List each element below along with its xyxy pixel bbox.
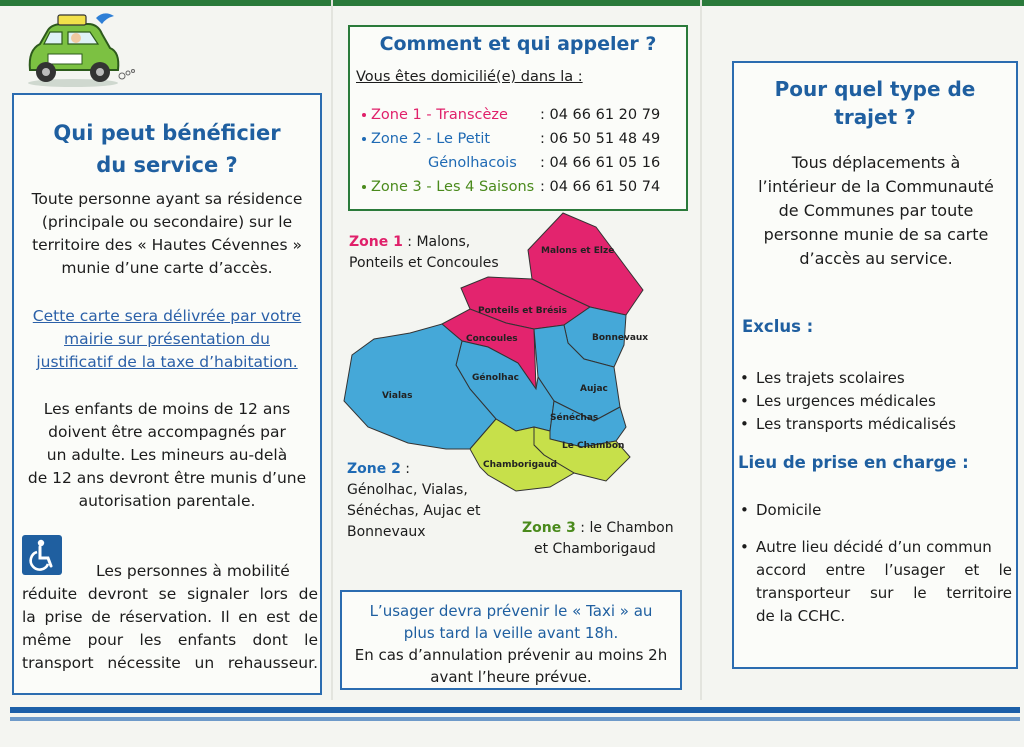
zone2-desc-2: Sénéchas, Aujac et	[347, 503, 481, 519]
pickup-other-line: • Autre lieu décidé d’un commun	[756, 538, 992, 556]
zone3-row	[362, 177, 534, 198]
eligibility-panel	[12, 93, 322, 695]
zone2-desc-1: Génolhac, Vialas,	[347, 482, 468, 498]
zone1-desc-a: : Malons,	[402, 234, 471, 250]
children-line: un adulte. Les mineurs au-delà	[46, 446, 288, 464]
excluded-item: • Les trajets scolaires	[738, 367, 1020, 390]
zone1-name: Zone 1 - Transcèze	[371, 107, 508, 123]
notice-line-1: L’usager devra prévenir le « Taxi » au	[369, 602, 653, 620]
zone2-phone-2: : 04 66 61 05 16	[540, 155, 661, 171]
pickup-other-line: accord entre l’usager et le	[756, 561, 1012, 579]
pickup-other-item	[738, 536, 1016, 628]
excluded-title: Exclus :	[742, 317, 814, 336]
map-label-concoules: Concoules	[466, 334, 518, 344]
excluded-list	[738, 367, 1020, 436]
card-line: justificatif de la taxe d’habitation.	[36, 353, 298, 371]
zone1-desc-b: Ponteils et Concoules	[349, 255, 499, 271]
zone3-label: Zone 3	[522, 520, 576, 536]
children-line: doivent être accompagnés par	[48, 423, 286, 441]
eligibility-line: Toute personne ayant sa résidence	[31, 190, 303, 208]
map-label-chambon: Le Chambon	[562, 441, 625, 451]
children-line: de 12 ans devront être munis d’une	[27, 469, 307, 487]
bottom-light-bar	[10, 717, 1020, 721]
contact-panel	[348, 25, 688, 211]
map-label-malons: Malons et Elze	[541, 246, 615, 256]
zone3-desc-b: et Chamborigaud	[534, 541, 656, 557]
fold-line-left	[331, 0, 333, 700]
mobility-line: même pour les enfants dont le	[22, 631, 318, 649]
zone1-label: Zone 1	[349, 234, 403, 250]
mobility-line: réduite devront se signaler lors de	[22, 585, 318, 603]
fold-line-right	[700, 0, 702, 700]
zone2-desc-3: Bonnevaux	[347, 524, 426, 540]
trip-type-panel	[732, 61, 1018, 669]
top-green-bar	[0, 0, 1024, 6]
trip-line: l’intérieur de la Communauté	[758, 177, 994, 196]
trip-line: de Communes par toute	[778, 201, 974, 220]
zone2-row	[362, 129, 490, 150]
children-line: autorisation parentale.	[78, 492, 256, 510]
taxi-logo	[18, 10, 138, 92]
notice-line-2: plus tard la veille avant 18h.	[403, 624, 619, 642]
map-label-genolhac: Génolhac	[472, 373, 519, 383]
zone1-bullet-icon	[362, 113, 366, 117]
pickup-other	[738, 536, 1016, 628]
zone2-name: Zone 2 - Le Petit	[371, 131, 491, 147]
eligibility-title	[14, 117, 320, 181]
children-line: Les enfants de moins de 12 ans	[43, 400, 291, 418]
trip-description	[738, 151, 1014, 271]
map-label-vialas: Vialas	[382, 391, 413, 401]
zone3-bullet-icon	[362, 185, 366, 189]
pickup-other-line: transporteur sur le territoire	[756, 584, 1012, 602]
zone2-desc-0: :	[400, 461, 411, 477]
eligibility-line: munie d’une carte d’accès.	[61, 259, 273, 277]
zone2-phone-1: : 06 50 51 48 49	[540, 131, 661, 147]
notice-box	[340, 590, 682, 690]
mobility-line: transport nécessite un rehausseur.	[22, 654, 318, 672]
trip-title-line1: Pour quel type de	[774, 77, 976, 101]
trip-line: Tous déplacements à	[791, 153, 961, 172]
zone3-phone: : 04 66 61 50 74	[540, 179, 661, 195]
map-label-senechas: Sénéchas	[550, 413, 599, 423]
card-delivery-text	[20, 305, 314, 374]
excluded-item: • Les transports médicalisés	[738, 413, 1020, 436]
eligibility-line: territoire des « Hautes Cévennes »	[32, 236, 302, 254]
eligibility-line: (principale ou secondaire) sur le	[41, 213, 293, 231]
mobility-line: Les personnes à mobilité	[96, 562, 290, 580]
excluded-item: • Les urgences médicales	[738, 390, 1020, 413]
zones-map	[338, 205, 648, 495]
notice-line-4: avant l’heure prévue.	[430, 668, 592, 686]
zone3-desc-a: : le Chambon	[575, 520, 674, 536]
zone2-name-cont: Génolhacois	[428, 155, 517, 171]
map-label-aujac: Aujac	[580, 384, 608, 394]
mobility-line: la prise de réservation. Il en est de	[22, 608, 318, 626]
card-line: mairie sur présentation du	[64, 330, 270, 348]
pickup-other-line: de la CCHC.	[756, 607, 846, 625]
trip-title	[734, 75, 1016, 131]
zone2-bullet-icon	[362, 137, 366, 141]
trip-line: personne munie de sa carte	[763, 225, 989, 244]
pickup-list	[738, 499, 1020, 522]
card-line: Cette carte sera délivrée par votre	[32, 307, 302, 325]
trip-title-line2: trajet ?	[834, 105, 916, 129]
eligibility-text	[20, 188, 314, 280]
bottom-blue-bar	[10, 707, 1020, 713]
pickup-home: • Domicile	[738, 499, 1020, 522]
map-label-chamborigaud: Chamborigaud	[483, 460, 557, 470]
eligibility-title-line1: Qui peut bénéficier	[53, 121, 281, 145]
notice-line-3: En cas d’annulation prévenir au moins 2h	[354, 646, 668, 664]
zone3-name: Zone 3 - Les 4 Saisons	[371, 179, 535, 195]
eligibility-title-line2: du service ?	[96, 153, 238, 177]
map-label-ponteils: Ponteils et Brésis	[478, 306, 567, 316]
children-text	[20, 398, 314, 513]
zone1-phone: : 04 66 61 20 79	[540, 107, 661, 123]
domicile-label: Vous êtes domicilié(e) dans la :	[356, 69, 583, 85]
trip-line: d’accès au service.	[799, 249, 953, 268]
contact-title: Comment et qui appeler ?	[379, 33, 657, 55]
zone3-description	[522, 518, 674, 560]
pickup-title: Lieu de prise en charge :	[738, 453, 969, 472]
map-label-bonnevaux: Bonnevaux	[592, 333, 648, 343]
zone2-label: Zone 2	[347, 461, 401, 477]
mobility-text	[22, 560, 318, 675]
zone1-row	[362, 105, 508, 126]
